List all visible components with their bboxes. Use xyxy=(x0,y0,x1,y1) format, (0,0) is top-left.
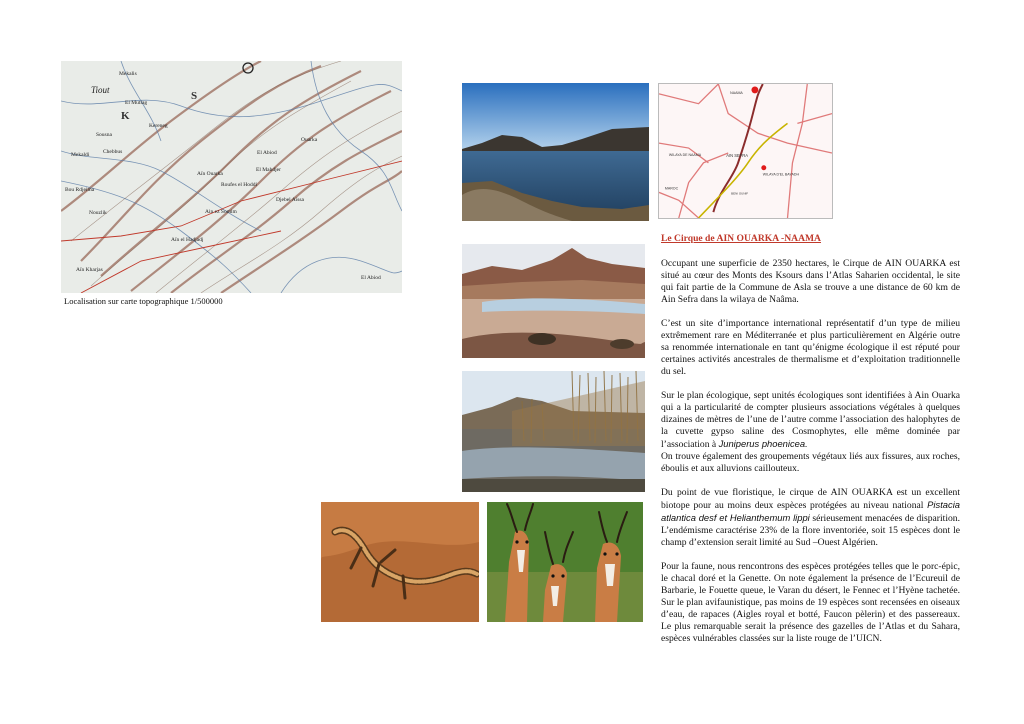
species-pistacia-helianthemum: Pistacia atlantica desf et Helianthemum lippi xyxy=(661,499,960,523)
region-map-label-ain-sefra: AIN SEFRA xyxy=(726,152,749,158)
svg-text:El Abiod: El Abiod xyxy=(257,150,277,156)
ecology-text-a: Sur le plan écologique, sept unités écologiques sont identifiées à Ain Ouarka qui a la particularité de compter plusieurs associations végétales à quelques dizaines de mètres de l’une de l’autre comme l’association des halophytes de la cuvette gypso saline des Cosmophytes, elle même dominée par l’association à xyxy=(661,390,960,450)
article-paragraph-flora xyxy=(661,487,960,549)
ecology-text-b: On trouve également des groupements végétaux liés aux fissures, aux roches, éboulis et aux alluvions caillouteux. xyxy=(661,451,960,474)
reeds-wetland-photo xyxy=(462,371,645,492)
svg-text:Ain ez Somim: Ain ez Somim xyxy=(205,209,237,215)
svg-text:Chebbus: Chebbus xyxy=(103,149,123,155)
svg-text:Bou Rdjeima: Bou Rdjeima xyxy=(65,187,95,193)
article-paragraph-fauna: Pour la faune, nous rencontrons des espèces protégées telles que le porc-épic, le chacal doré et la Genette. On note également la présence de l’Ecureuil de Barbarie, le Fouette queue, le Varan du désert, le Fennec et l’Hyène tachetée. Sur le plan avifaunistique, pas moins de 19 espèces sont recensées en oiseaux d’eau, de rapaces (Aigles royal et botté, Faucon pèlerin) et des passereaux. Le plus remarquable serait la présence des gazelles de l’Atlas et du Sahara, espèces vulnérables classées sur la liste rouge de l’UICN. xyxy=(661,561,960,644)
region-map-label-beni-ounif: BENI OUNIF xyxy=(731,191,749,196)
svg-text:Sousna: Sousna xyxy=(96,132,112,138)
svg-text:Djebel Aïssa: Djebel Aïssa xyxy=(276,197,304,203)
article-title: Le Cirque de AIN OUARKA -NAAMA xyxy=(661,233,821,244)
article-text xyxy=(661,233,960,657)
svg-text:Nouzlik: Nouzlik xyxy=(89,210,107,216)
saline-basin-photo xyxy=(462,244,645,358)
svg-text:El Abiod: El Abiod xyxy=(361,275,381,281)
region-map-label-wilaya-el-bayadh: WILAYA D'EL BAYADH xyxy=(762,172,800,177)
svg-text:Roufes el Hoddi: Roufes el Hoddi xyxy=(221,182,258,188)
lake-photo xyxy=(462,83,649,221)
article-paragraph-importance: C’est un site d’importance international représentatif d’un type de milieu extrêmement rare en Méditerranée et plus particulièrement en Algérie outre sa renommée internationale en tant qu’énigme écologique il est réputé pour certaines activités ancestrales de thermalisme et d’exploitation traditionnelle du sel. xyxy=(661,318,960,377)
svg-text:S: S xyxy=(191,90,198,102)
svg-text:Aïn el Hadjadj: Aïn el Hadjadj xyxy=(171,237,204,243)
svg-text:Aïn Ouarka: Aïn Ouarka xyxy=(197,171,223,177)
article-paragraph-ecology xyxy=(661,390,960,475)
svg-text:Kereneg: Kereneg xyxy=(149,123,168,129)
svg-text:Ouarka: Ouarka xyxy=(301,137,318,143)
flora-text-b: sérieusement menacées de disparition. L’endémisme caractérise 23% de la flore inventoriée, soit 15 espèces dont le champ d’extension serait limité au Sud –Ouest Algérien. xyxy=(661,513,960,548)
topographic-map-image xyxy=(61,61,402,293)
svg-text:K: K xyxy=(121,110,130,122)
svg-text:Mekalis: Mekalis xyxy=(119,71,137,77)
region-map-label-wilaya-naama: WILAYA DE NAAMA xyxy=(668,152,702,157)
region-map-label-naama: NAAMA xyxy=(730,90,743,95)
svg-text:Aïn Kharjas: Aïn Kharjas xyxy=(76,267,103,273)
flora-text-a: Du point de vue floristique, le cirque de AIN OUARKA est un excellent biotope pour au moins deux espèces protégées au niveau national xyxy=(661,487,960,511)
article-paragraph-location: Occupant une superficie de 2350 hectares, le Cirque de AIN OUARKA est situé au cœur des Monts des Ksours dans l’Atlas Saharien occidental, le site qui fait partie de la Commune de Asla se trouve a une distance de 60 km de Ain Sefra dans la wilaya de Naâma. xyxy=(661,258,960,305)
svg-text:Tiout: Tiout xyxy=(91,85,110,95)
species-juniperus: Juniperus phoenicea. xyxy=(718,438,808,449)
map-caption: Localisation sur carte topographique 1/500000 xyxy=(64,296,223,306)
svg-text:El Mutlag: El Mutlag xyxy=(125,100,148,106)
lizard-photo xyxy=(321,502,479,622)
svg-text:Mekaldi: Mekaldi xyxy=(71,152,90,158)
gazelle-photo xyxy=(487,502,643,622)
region-map-label-maroc: MAROC xyxy=(664,186,679,191)
svg-text:El Mahdjer: El Mahdjer xyxy=(256,167,281,173)
region-location-map xyxy=(658,83,833,219)
